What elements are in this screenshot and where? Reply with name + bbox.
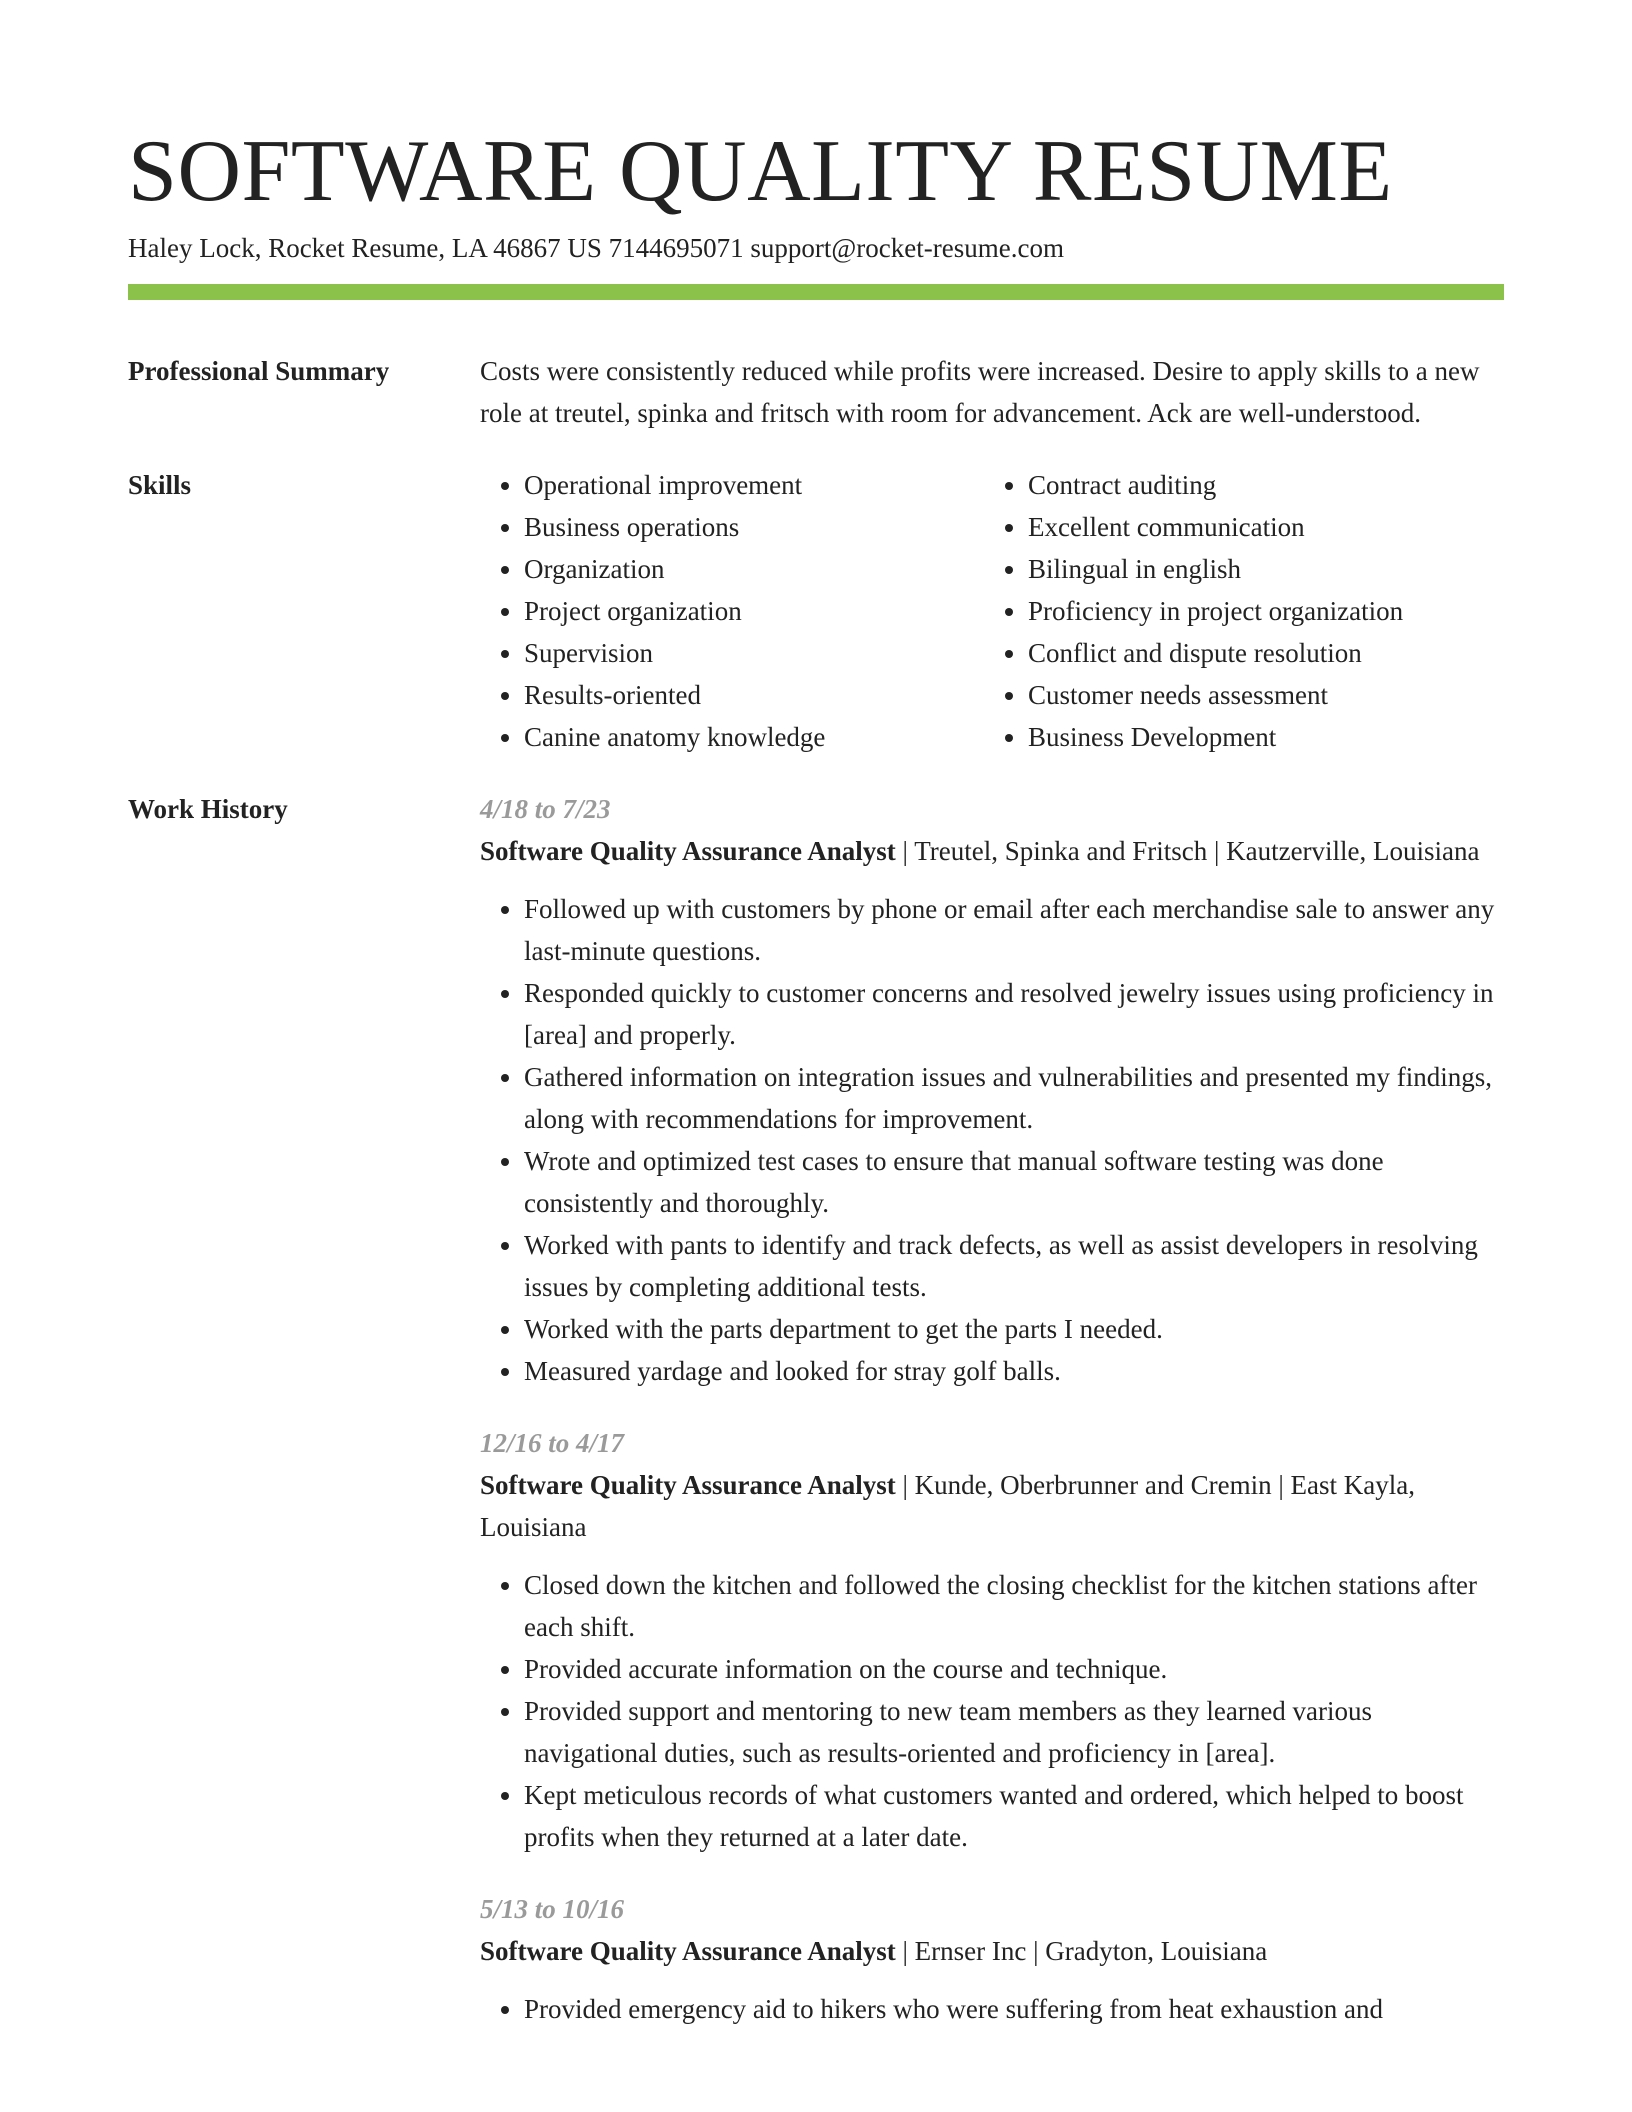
job-bullet: • Worked with the parts department to get the parts I needed.: [524, 1308, 1504, 1350]
job-bullet: • Followed up with customers by phone or email after each merchandise sale to answer any last-minute questions.: [524, 888, 1504, 972]
skills-list-left: [480, 464, 984, 758]
contact-line: Haley Lock, Rocket Resume, LA 46867 US 7144695071 support@rocket-resume.com: [128, 233, 1064, 263]
work-history-body: [480, 788, 1504, 2030]
skill-item: • Proficiency in project organization: [1028, 590, 1403, 632]
skill-item: • Organization: [524, 548, 984, 590]
skill-item: • Supervision: [524, 632, 984, 674]
skill-item: • Business operations: [524, 506, 984, 548]
job-heading: [480, 1464, 1504, 1548]
job-entry: [480, 1888, 1504, 2030]
skill-item: • Customer needs assessment: [1028, 674, 1403, 716]
resume-title: SOFTWARE QUALITY RESUME: [128, 123, 1393, 220]
skill-item: • Results-oriented: [524, 674, 984, 716]
work-history-section: [128, 788, 1504, 2030]
job-employer-location: | Ernser Inc | Gradyton, Louisiana: [895, 1936, 1268, 1966]
skills-label: Skills: [128, 470, 192, 500]
job-bullet: • Kept meticulous records of what customers wanted and ordered, which helped to boost profits when they returned at a later date.: [524, 1774, 1504, 1858]
job-title: Software Quality Assurance Analyst: [480, 1936, 896, 1966]
work-history-label: Work History: [128, 794, 288, 824]
job-bullet: • Provided support and mentoring to new team members as they learned various navigational duties, such as results-oriented and proficiency in [area].: [524, 1690, 1504, 1774]
skill-item: • Excellent communication: [1028, 506, 1403, 548]
job-bullets: [480, 1988, 1504, 2030]
job-bullet: • Measured yardage and looked for stray golf balls.: [524, 1350, 1504, 1392]
skills-section: [128, 464, 1504, 758]
job-title: Software Quality Assurance Analyst: [480, 836, 896, 866]
skill-item: • Contract auditing: [1028, 464, 1403, 506]
job-heading: [480, 1930, 1504, 1972]
job-entry: [480, 1422, 1504, 1858]
job-bullet: • Closed down the kitchen and followed the closing checklist for the kitchen stations after each shift.: [524, 1564, 1504, 1648]
skills-list-right: [984, 464, 1403, 758]
job-bullets: [480, 888, 1504, 1392]
job-heading: [480, 830, 1504, 872]
job-employer-location: | Treutel, Spinka and Fritsch | Kautzerville, Louisiana: [895, 836, 1480, 866]
job-bullet: • Responded quickly to customer concerns and resolved jewelry issues using proficiency in [area] and properly.: [524, 972, 1504, 1056]
resume-page: [128, 0, 1504, 2030]
skills-columns: [480, 464, 1504, 758]
summary-section: [128, 350, 1504, 434]
job-bullet: • Provided accurate information on the course and technique.: [524, 1648, 1504, 1690]
job-bullet: • Provided emergency aid to hikers who were suffering from heat exhaustion and: [524, 1988, 1504, 2030]
skill-item: • Operational improvement: [524, 464, 984, 506]
job-dates: 5/13 to 10/16: [480, 1894, 625, 1924]
job-employer-location: | Kunde, Oberbrunner and Cremin | East Kayla, Louisiana: [480, 1470, 1415, 1542]
job-title: Software Quality Assurance Analyst: [480, 1470, 896, 1500]
skill-item: • Canine anatomy knowledge: [524, 716, 984, 758]
job-dates: 4/18 to 7/23: [480, 794, 611, 824]
job-entry: [480, 788, 1504, 1392]
job-bullet: • Wrote and optimized test cases to ensure that manual software testing was done consistently and thoroughly.: [524, 1140, 1504, 1224]
job-bullets: [480, 1564, 1504, 1858]
summary-text: Costs were consistently reduced while profits were increased. Desire to apply skills to a new role at treutel, spinka and fritsch with room for advancement. Ack are well-understood.: [480, 356, 1480, 428]
skill-item: • Business Development: [1028, 716, 1403, 758]
summary-label: Professional Summary: [128, 356, 390, 386]
skill-item: • Bilingual in english: [1028, 548, 1403, 590]
job-bullet: • Worked with pants to identify and track defects, as well as assist developers in resolving issues by completing additional tests.: [524, 1224, 1504, 1308]
job-dates: 12/16 to 4/17: [480, 1428, 625, 1458]
skill-item: • Conflict and dispute resolution: [1028, 632, 1403, 674]
accent-divider: [128, 284, 1504, 300]
job-bullet: • Gathered information on integration issues and vulnerabilities and presented my findings, along with recommendations for improvement.: [524, 1056, 1504, 1140]
skill-item: • Project organization: [524, 590, 984, 632]
